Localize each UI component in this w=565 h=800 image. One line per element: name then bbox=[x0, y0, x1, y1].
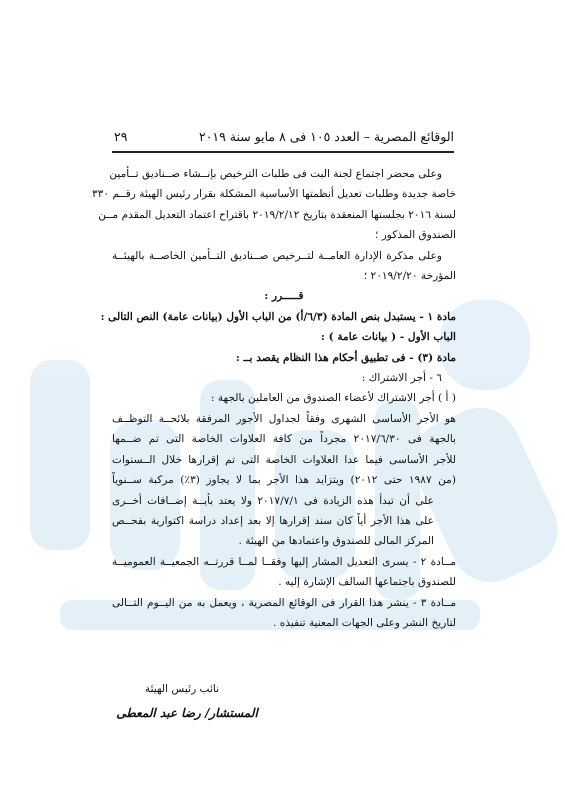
paragraph-line: الصندوق المذكور ؛ bbox=[374, 229, 456, 242]
paragraph-line: لتاريخ النشر وعلى الجهات المعنية تنفيذه . bbox=[273, 616, 456, 629]
paragraph-line: وعلى مذكرة الإدارة العامــة لتــرخيص صــناديق التــأمين الخاصــة بالهيئــة bbox=[112, 249, 442, 262]
header-divider bbox=[112, 151, 454, 153]
article-line: مــادة ٣ - ينشر هذا القرار فى الوقائع المصرية ، ويعمل به من اليــوم التــالى bbox=[112, 596, 456, 609]
signature-title: نائب رئيس الهيئة bbox=[144, 683, 220, 695]
paragraph-line: بالجهة فى ٢٠١٧/٦/٣٠ مجرداً من كافة العلاوات الخاصة التى تم ضــمها bbox=[112, 433, 456, 446]
paragraph-line: (من ١٩٨٧ حتى ٢٠١٢) ويتزايد هذا الأجر بما لا يجاوز (٣٪) مركبة ســنوياً bbox=[112, 474, 456, 487]
paragraph-line: المركز المالى للصندوق واعتمادها من الهيئة . bbox=[238, 535, 434, 548]
article-line: مادة (٣) - فى تطبيق أحكام هذا النظام يقصد بــ : bbox=[235, 351, 456, 364]
decision-heading: قـــــرر : bbox=[264, 290, 304, 303]
section-heading: الباب الأول - ( بيانات عامة ) : bbox=[321, 331, 456, 344]
paragraph-line: خاصة جديدة وطلبات تعديل أنظمتها الأساسية المشكلة بقرار رئيس الهيئة رقــم ٣٣٠ bbox=[92, 188, 456, 201]
paragraph-line: وعلى محضر اجتماع لجنة البت فى طلبات الترخيص بإنــشاء صــناديق تــأمين bbox=[109, 168, 442, 180]
page-number: ٢٩ bbox=[114, 128, 128, 144]
paragraph-line: المؤرخة ٢٠١٩/٢/٢٠ ؛ bbox=[363, 270, 456, 283]
subsection-line: ٦ - أجر الاشتراك : bbox=[361, 372, 442, 385]
paragraph-line: هو الأجر الأساسى الشهرى وفقاً لجداول الأجور المرفقة بلائحــة التوظــف bbox=[112, 412, 456, 425]
document-body bbox=[92, 164, 456, 633]
page-header bbox=[114, 128, 454, 144]
header-title: الوقائع المصرية – العدد ١٠٥ فى ٨ مايو سنة ٢٠١٩ bbox=[198, 128, 454, 144]
signature-name: المستشار/ رضا عبد المعطى bbox=[116, 706, 258, 720]
paragraph-line: على أن تبدأ هذه الزيادة فى ٢٠١٧/٧/١ ولا يعتد بأيــة إضــافات أخــرى bbox=[112, 494, 434, 507]
subsection-line: ( أ ) أجر الاشتراك لأعضاء الصندوق من العاملين بالجهة : bbox=[210, 392, 456, 405]
article-line: مــادة ٢ - يسرى التعديل المشار إليها وفقــا لمــا قررتــه الجمعيــة العموميــة bbox=[112, 555, 456, 568]
article-line: مادة ١ - يستبدل بنص المادة (٦/٣/أ) من الباب الأول (بيانات عامة) النص التالى : bbox=[100, 310, 456, 323]
paragraph-line: للأجر الأساسى فيما عدا العلاوات الخاصة التى تم إقرارها خلال الــسنوات bbox=[112, 453, 456, 466]
paragraph-line: للصندوق باجتماعها السالف الإشارة إليه . bbox=[278, 576, 456, 589]
paragraph-line: لسنة ٢٠١٦ بجلستها المنعقدة بتاريخ ٢٠١٩/٢/١٢ باقتراح اعتماد التعديل المقدم مــن bbox=[98, 208, 456, 221]
paragraph-line: على هذا الأجر أياً كان سند إقرارها إلا بعد إعداد دراسة اكتوارية بفحــص bbox=[112, 514, 434, 527]
